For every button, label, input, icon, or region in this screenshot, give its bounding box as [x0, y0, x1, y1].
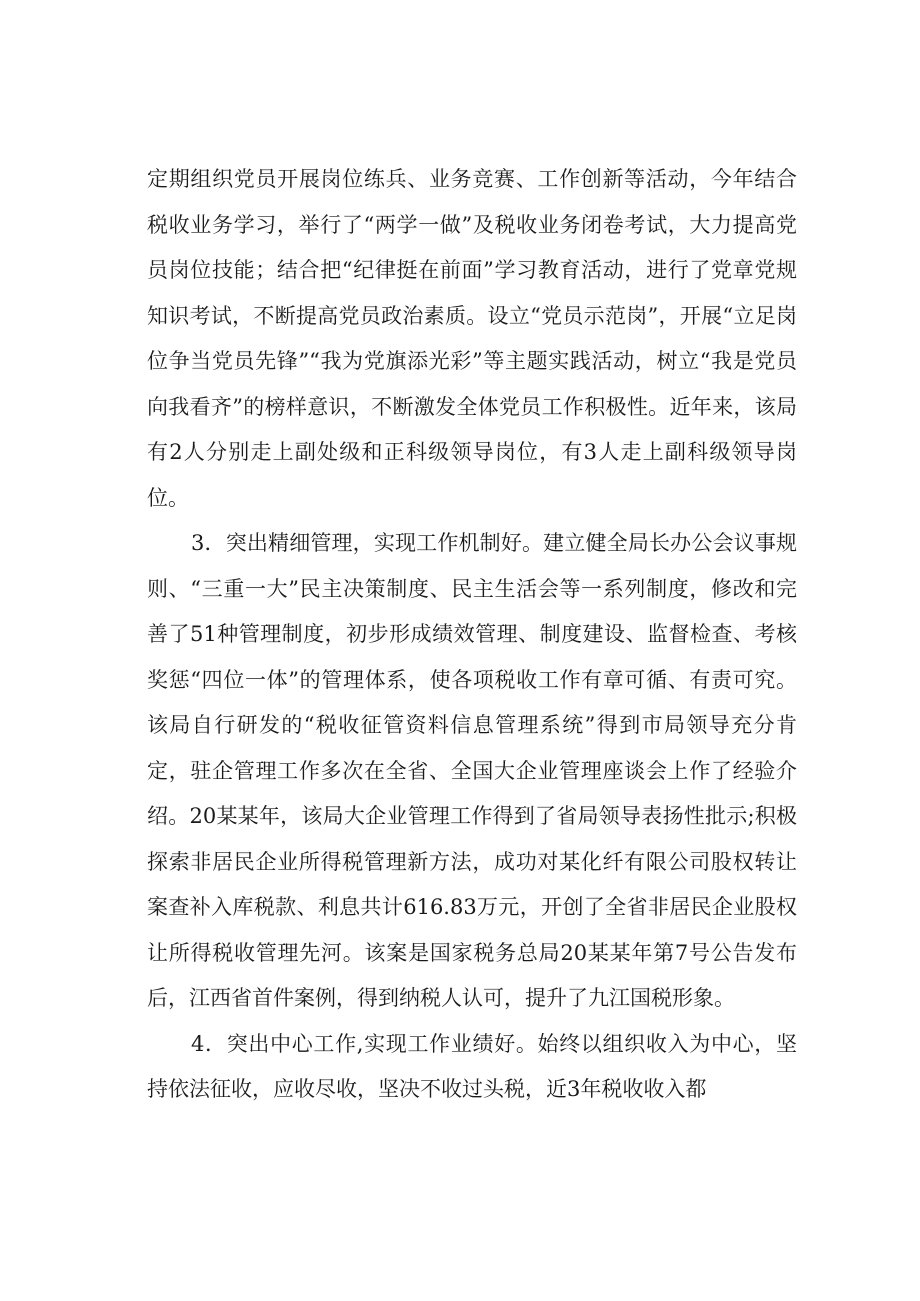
paragraph-fine-management: 3．突出精细管理，实现工作机制好。建立健全局长办公会议事规则、“三重一大”民主决策制度、民主生活会等一系列制度，修改和完善了51种管理制度，初步形成绩效管理、制度建设、监督检查、考核奖惩“四位一体”的管理体系，使各项税收工作有章可循、有责可究。该局自行研发的“税收征管资料信息管理系统”得到市局领导充分肯定，驻企管理工作多次在全省、全国大企业管理座谈会上作了经验介绍。20某某年，该局大企业管理工作得到了省局领导表扬性批示;积极探索非居民企业所得税管理新方法，成功对某化纤有限公司股权转让案查补入库税款、利息共计616.83万元，开创了全省非居民企业股权让所得税收管理先河。该案是国家税务总局20某某年第7号公告发布后，江西省首件案例，得到纳税人认可，提升了九江国税形象。: [147, 531, 797, 1010]
document-body: [147, 157, 797, 1113]
paragraph-central-work: 4．突出中心工作,实现工作业绩好。始终以组织收入为中心，坚持依法征收，应收尽收，坚决不收过头税，近3年税收收入都: [147, 1031, 797, 1101]
paragraph-party-training: 定期组织党员开展岗位练兵、业务竞赛、工作创新等活动，今年结合税收业务学习，举行了“两学一做”及税收业务闭卷考试，大力提高党员岗位技能；结合把“纪律挺在前面”学习教育活动，进行了党章党规知识考试，不断提高党员政治素质。设立“党员示范岗”，开展“立足岗位争当党员先锋”“我为党旗添光彩”等主题实践活动，树立“我是党员向我看齐”的榜样意识，不断激发全体党员工作积极性。近年来，该局有2人分别走上副处级和正科级领导岗位，有3人走上副科级领导岗位。: [147, 167, 797, 510]
